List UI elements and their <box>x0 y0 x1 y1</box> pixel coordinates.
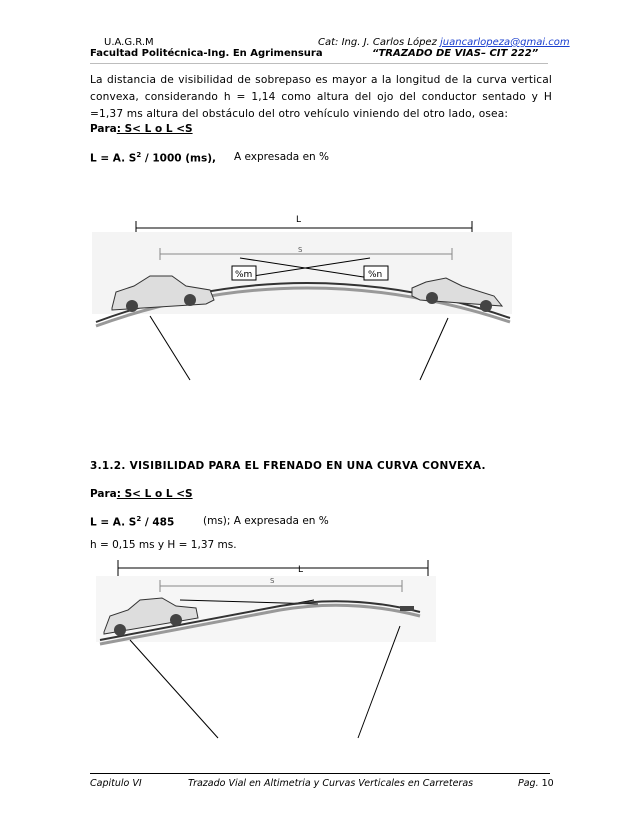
footer-page <box>518 778 554 789</box>
section2-formula-main: L = A. S <box>90 516 137 529</box>
fig1-tangent-left <box>150 316 190 380</box>
header-faculty: Facultad Politécnica-Ing. En Agrimensura <box>90 48 323 59</box>
case1-note: A expresada en % <box>234 151 329 163</box>
fig1-label-grade-n: %n <box>368 270 383 280</box>
header-author-name: Cat: Ing. J. Carlos López <box>318 37 437 48</box>
footer-page-number: 10 <box>541 778 554 789</box>
fig2-obstacle <box>400 606 414 611</box>
case1-formula-rest: / 1000 (ms), <box>141 152 217 165</box>
case1-formula-main: L = A. S <box>90 152 137 165</box>
fig2-tangent-left <box>130 640 218 738</box>
fig1-tangent-right <box>420 318 448 380</box>
intro-paragraph: La distancia de visibilidad de sobrepaso es mayor a la longitud de la curva vertical convexa, considerando h = 1,14 como altura del ojo del conductor sentado y H =1,37 ms altura del obstáculo del otro vehículo viniendo del otro lado, osea: <box>90 74 552 120</box>
fig2-label-s: S <box>270 577 275 585</box>
header-email-link[interactable]: juancarlopeza@gmai.com <box>440 37 570 48</box>
footer-chapter: Capitulo VI <box>90 778 142 789</box>
header-org: U.A.G.R.M <box>104 37 154 48</box>
case1-para-label: Para <box>90 123 117 135</box>
case1-formula-exponent: 2 <box>136 151 142 159</box>
fig2-tangent-right <box>358 626 400 738</box>
fig2-label-l: L <box>298 565 304 575</box>
footer-title: Trazado Vial en Altimetria y Curvas Verticales en Carreteras <box>188 778 474 789</box>
footer-divider <box>90 773 550 774</box>
section2-note: (ms); A expresada en % <box>203 515 329 527</box>
section2-condition-text: : S< L o L <S <box>116 488 193 500</box>
section2-heights: h = 0,15 ms y H = 1,37 ms. <box>90 539 237 551</box>
section2-formula-rest: / 485 <box>141 516 175 529</box>
fig1-label-grade-m: %m <box>235 270 253 280</box>
fig1-label-l: L <box>296 215 302 225</box>
footer-page-label: Pag. <box>518 778 539 789</box>
header-course: “TRAZADO DE VIAS– CIT 222” <box>372 48 539 59</box>
section2-para-label: Para <box>90 488 117 500</box>
fig1-label-s: S <box>298 246 303 254</box>
section2-condition <box>90 488 193 500</box>
section2-title: 3.1.2. VISIBILIDAD PARA EL FRENADO EN UNA CURVA CONVEXA. <box>90 460 486 472</box>
case1-condition-text: : S< L o L <S <box>116 123 193 135</box>
section2-formula <box>90 515 174 529</box>
section2-formula-exponent: 2 <box>136 515 142 523</box>
